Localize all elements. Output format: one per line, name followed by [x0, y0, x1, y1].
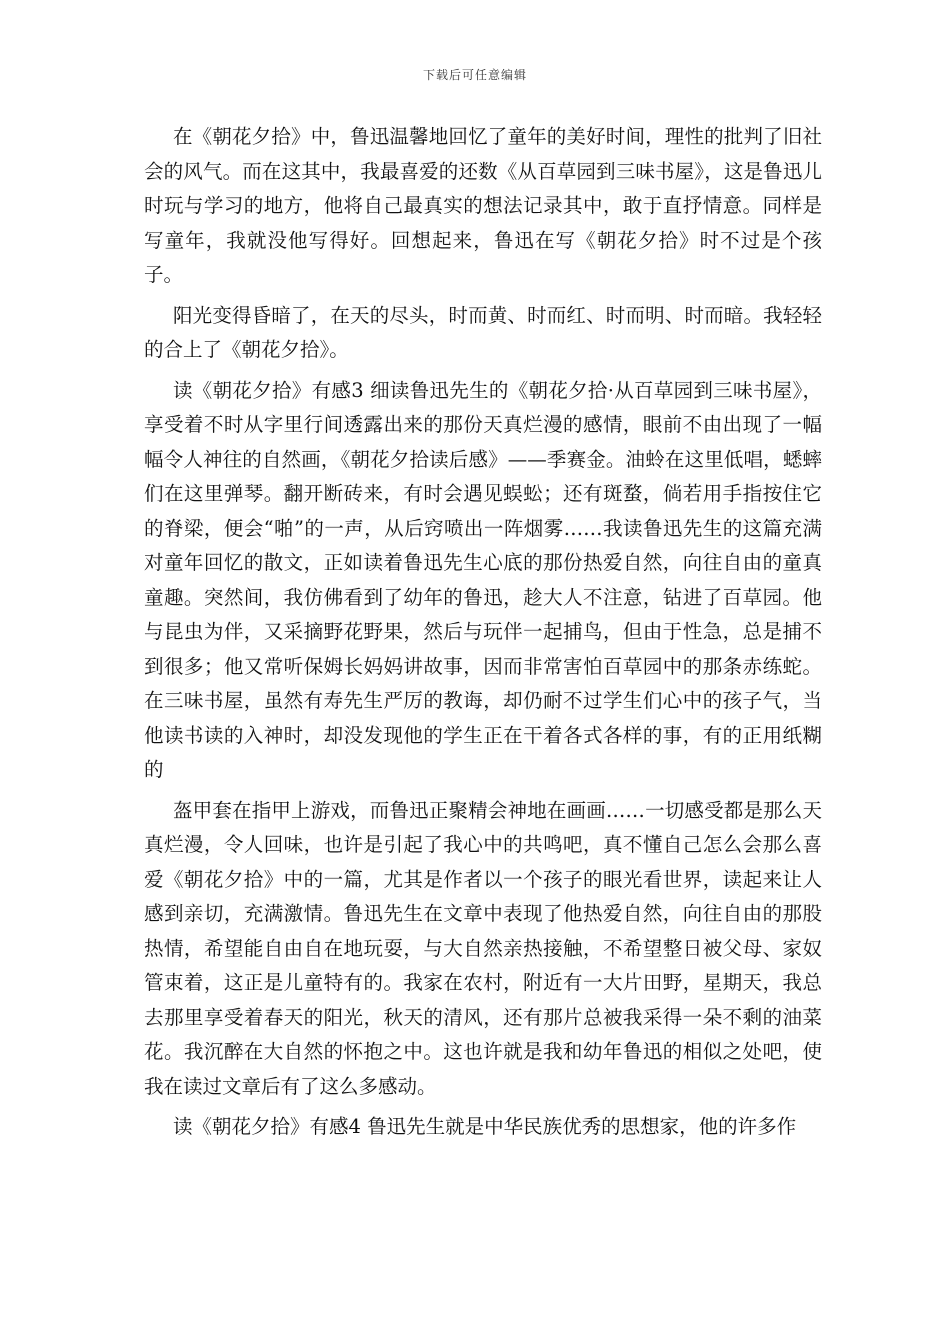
paragraph-3: 读《朝花夕拾》有感3 细读鲁迅先生的《朝花夕拾·从百草园到三味书屋》，享受着不时从字里行间透露出来的那份天真烂漫的感情，眼前不由出现了一幅幅令人神往的自然画，《朝花夕拾读后感》——季赛金。油蛉在这里低唱，蟋蟀们在这里弹琴。翻开断砖来，有时会遇见蜈蚣；还有斑蝥，倘若用手指按住它的脊梁，便会“啪”的一声，从后窍喷出一阵烟雾……我读鲁迅先生的这篇充满对童年回忆的散文，正如读着鲁迅先生心底的那份热爱自然，向往自由的童真童趣。突然间，我仿佛看到了幼年的鲁迅，趁大人不注意，钻进了百草园。他与昆虫为伴，又采摘野花野果，然后与玩伴一起捕鸟，但由于性急，总是捕不到很多；他又常听保姆长妈妈讲故事，因而非常害怕百草园中的那条赤练蛇。在三味书屋，虽然有寿先生严厉的教诲，却仍耐不过学生们心中的孩子气，当他读书读的入神时，却没发现他的学生正在干着各式各样的事，有的正用纸糊的 [144, 378, 822, 781]
paragraph-5: 读《朝花夕拾》有感4 鲁迅先生就是中华民族优秀的思想家，他的许多作 [173, 1115, 797, 1138]
paragraph-1: 在《朝花夕拾》中，鲁迅温馨地回忆了童年的美好时间，理性的批判了旧社会的风气。而在这其中，我最喜爱的还数《从百草园到三味书屋》，这是鲁迅儿时玩与学习的地方，他将自己最真实的想法记录其中，敢于直抒情意。同样是写童年，我就没他写得好。回想起来，鲁迅在写《朝花夕拾》时不过是个孩子。 [144, 125, 822, 286]
page-header: 下载后可任意编辑 [422, 68, 527, 82]
document-body [144, 120, 822, 1151]
paragraph-2: 阳光变得昏暗了，在天的尽头，时而黄、时而红、时而明、时而暗。我轻轻的合上了《朝花夕拾》。 [144, 303, 822, 361]
paragraph-4: 盔甲套在指甲上游戏，而鲁迅正聚精会神地在画画……一切感受都是那么天真烂漫，令人回味，也许是引起了我心中的共鸣吧，真不懂自己怎么会那么喜爱《朝花夕拾》中的一篇，尤其是作者以一个孩子的眼光看世界，读起来让人感到亲切，充满激情。鲁迅先生在文章中表现了他热爱自然，向往自由的那股热情，希望能自由自在地玩耍，与大自然亲热接触，不希望整日被父母、家奴管束着，这正是儿童特有的。我家在农村，附近有一大片田野，星期天，我总去那里享受着春天的阳光，秋天的清风，还有那片总被我采得一朵不剩的油菜花。我沉醉在大自然的怀抱之中。这也许就是我和幼年鲁迅的相似之处吧，使我在读过文章后有了这么多感动。 [144, 798, 822, 1098]
